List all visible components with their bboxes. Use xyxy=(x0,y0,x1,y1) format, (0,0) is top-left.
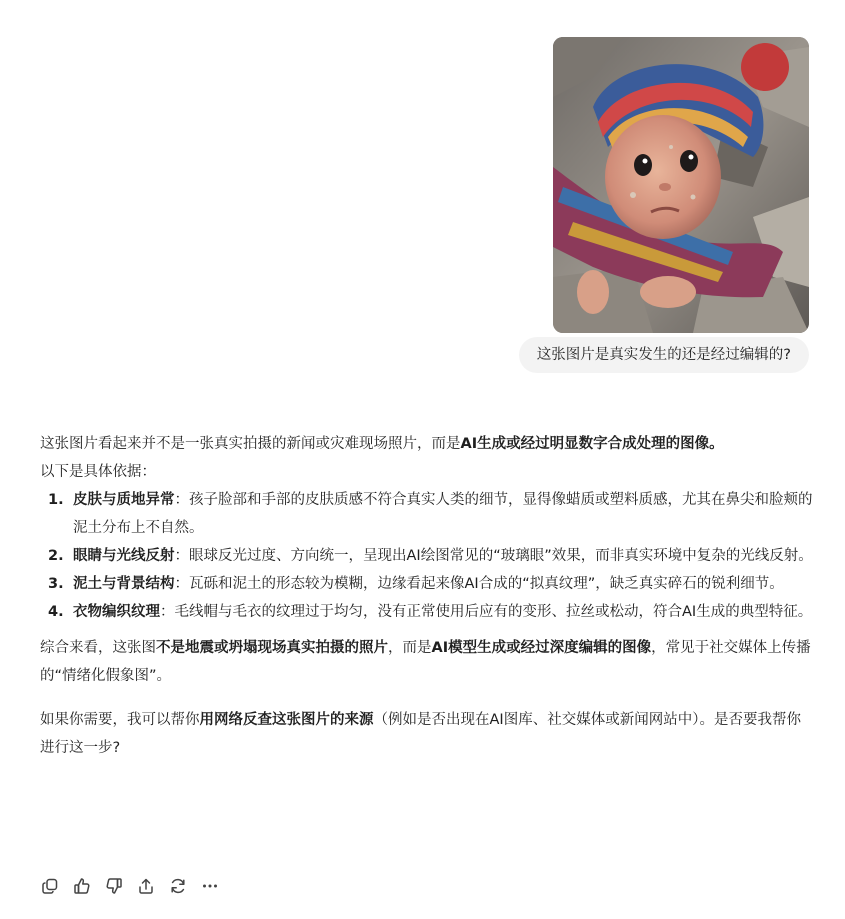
regenerate-icon xyxy=(169,877,187,895)
copy-button[interactable] xyxy=(40,874,60,898)
thumbs-down-button[interactable] xyxy=(104,874,124,898)
list-item: 3. 泥土与背景结构：瓦砾和泥土的形态较为模糊，边缘看起来像AI合成的“拟真纹理”，缺乏真实碎石的锐利细节。 xyxy=(48,576,784,592)
list-item: 2. 眼睛与光线反射：眼球反光过度、方向统一，呈现出AI绘图常见的“玻璃眼”效果，而非真实环境中复杂的光线反射。 xyxy=(48,548,813,564)
list-item: 4. 衣物编织纹理：毛线帽与毛衣的纹理过于均匀，没有正常使用后应有的变形、拉丝或松动，符合AI生成的典型特征。 xyxy=(48,604,813,620)
photo-thumbnail xyxy=(553,37,809,333)
thumbs-up-button[interactable] xyxy=(72,874,92,898)
intro-paragraph: 这张图片看起来并不是一张真实拍摄的新闻或灾难现场照片，而是AI生成或经过明显数字合成处理的图像。 xyxy=(40,436,724,452)
offer-paragraph: 如果你需要，我可以帮你用网络反查这张图片的来源（例如是否出现在AI图库、社交媒体或新闻网站中）。是否要我帮你进行这一步? xyxy=(40,712,801,756)
response-actions xyxy=(40,874,220,898)
thumbs-up-icon xyxy=(73,877,91,895)
more-button[interactable] xyxy=(200,874,220,898)
share-icon xyxy=(137,877,155,895)
more-icon xyxy=(201,877,219,895)
assistant-response xyxy=(40,430,815,762)
list-item: 1. 皮肤与质地异常：孩子脸部和手部的皮肤质感不符合真实人类的细节，显得像蜡质或塑料质感，尤其在鼻尖和脸颊的泥土分布上不自然。 xyxy=(48,492,813,536)
evidence-list xyxy=(40,486,815,626)
intro-lead: 以下是具体依据： xyxy=(40,464,156,480)
uploaded-image[interactable] xyxy=(553,37,809,333)
share-button[interactable] xyxy=(136,874,156,898)
thumbs-down-icon xyxy=(105,877,123,895)
summary-paragraph: 综合来看，这张图不是地震或坍塌现场真实拍摄的照片，而是AI模型生成或经过深度编辑的图像，常见于社交媒体上传播的“情绪化假象图”。 xyxy=(40,640,811,684)
copy-icon xyxy=(41,877,59,895)
user-message-bubble: 这张图片是真实发生的还是经过编辑的? xyxy=(519,337,809,373)
regenerate-button[interactable] xyxy=(168,874,188,898)
